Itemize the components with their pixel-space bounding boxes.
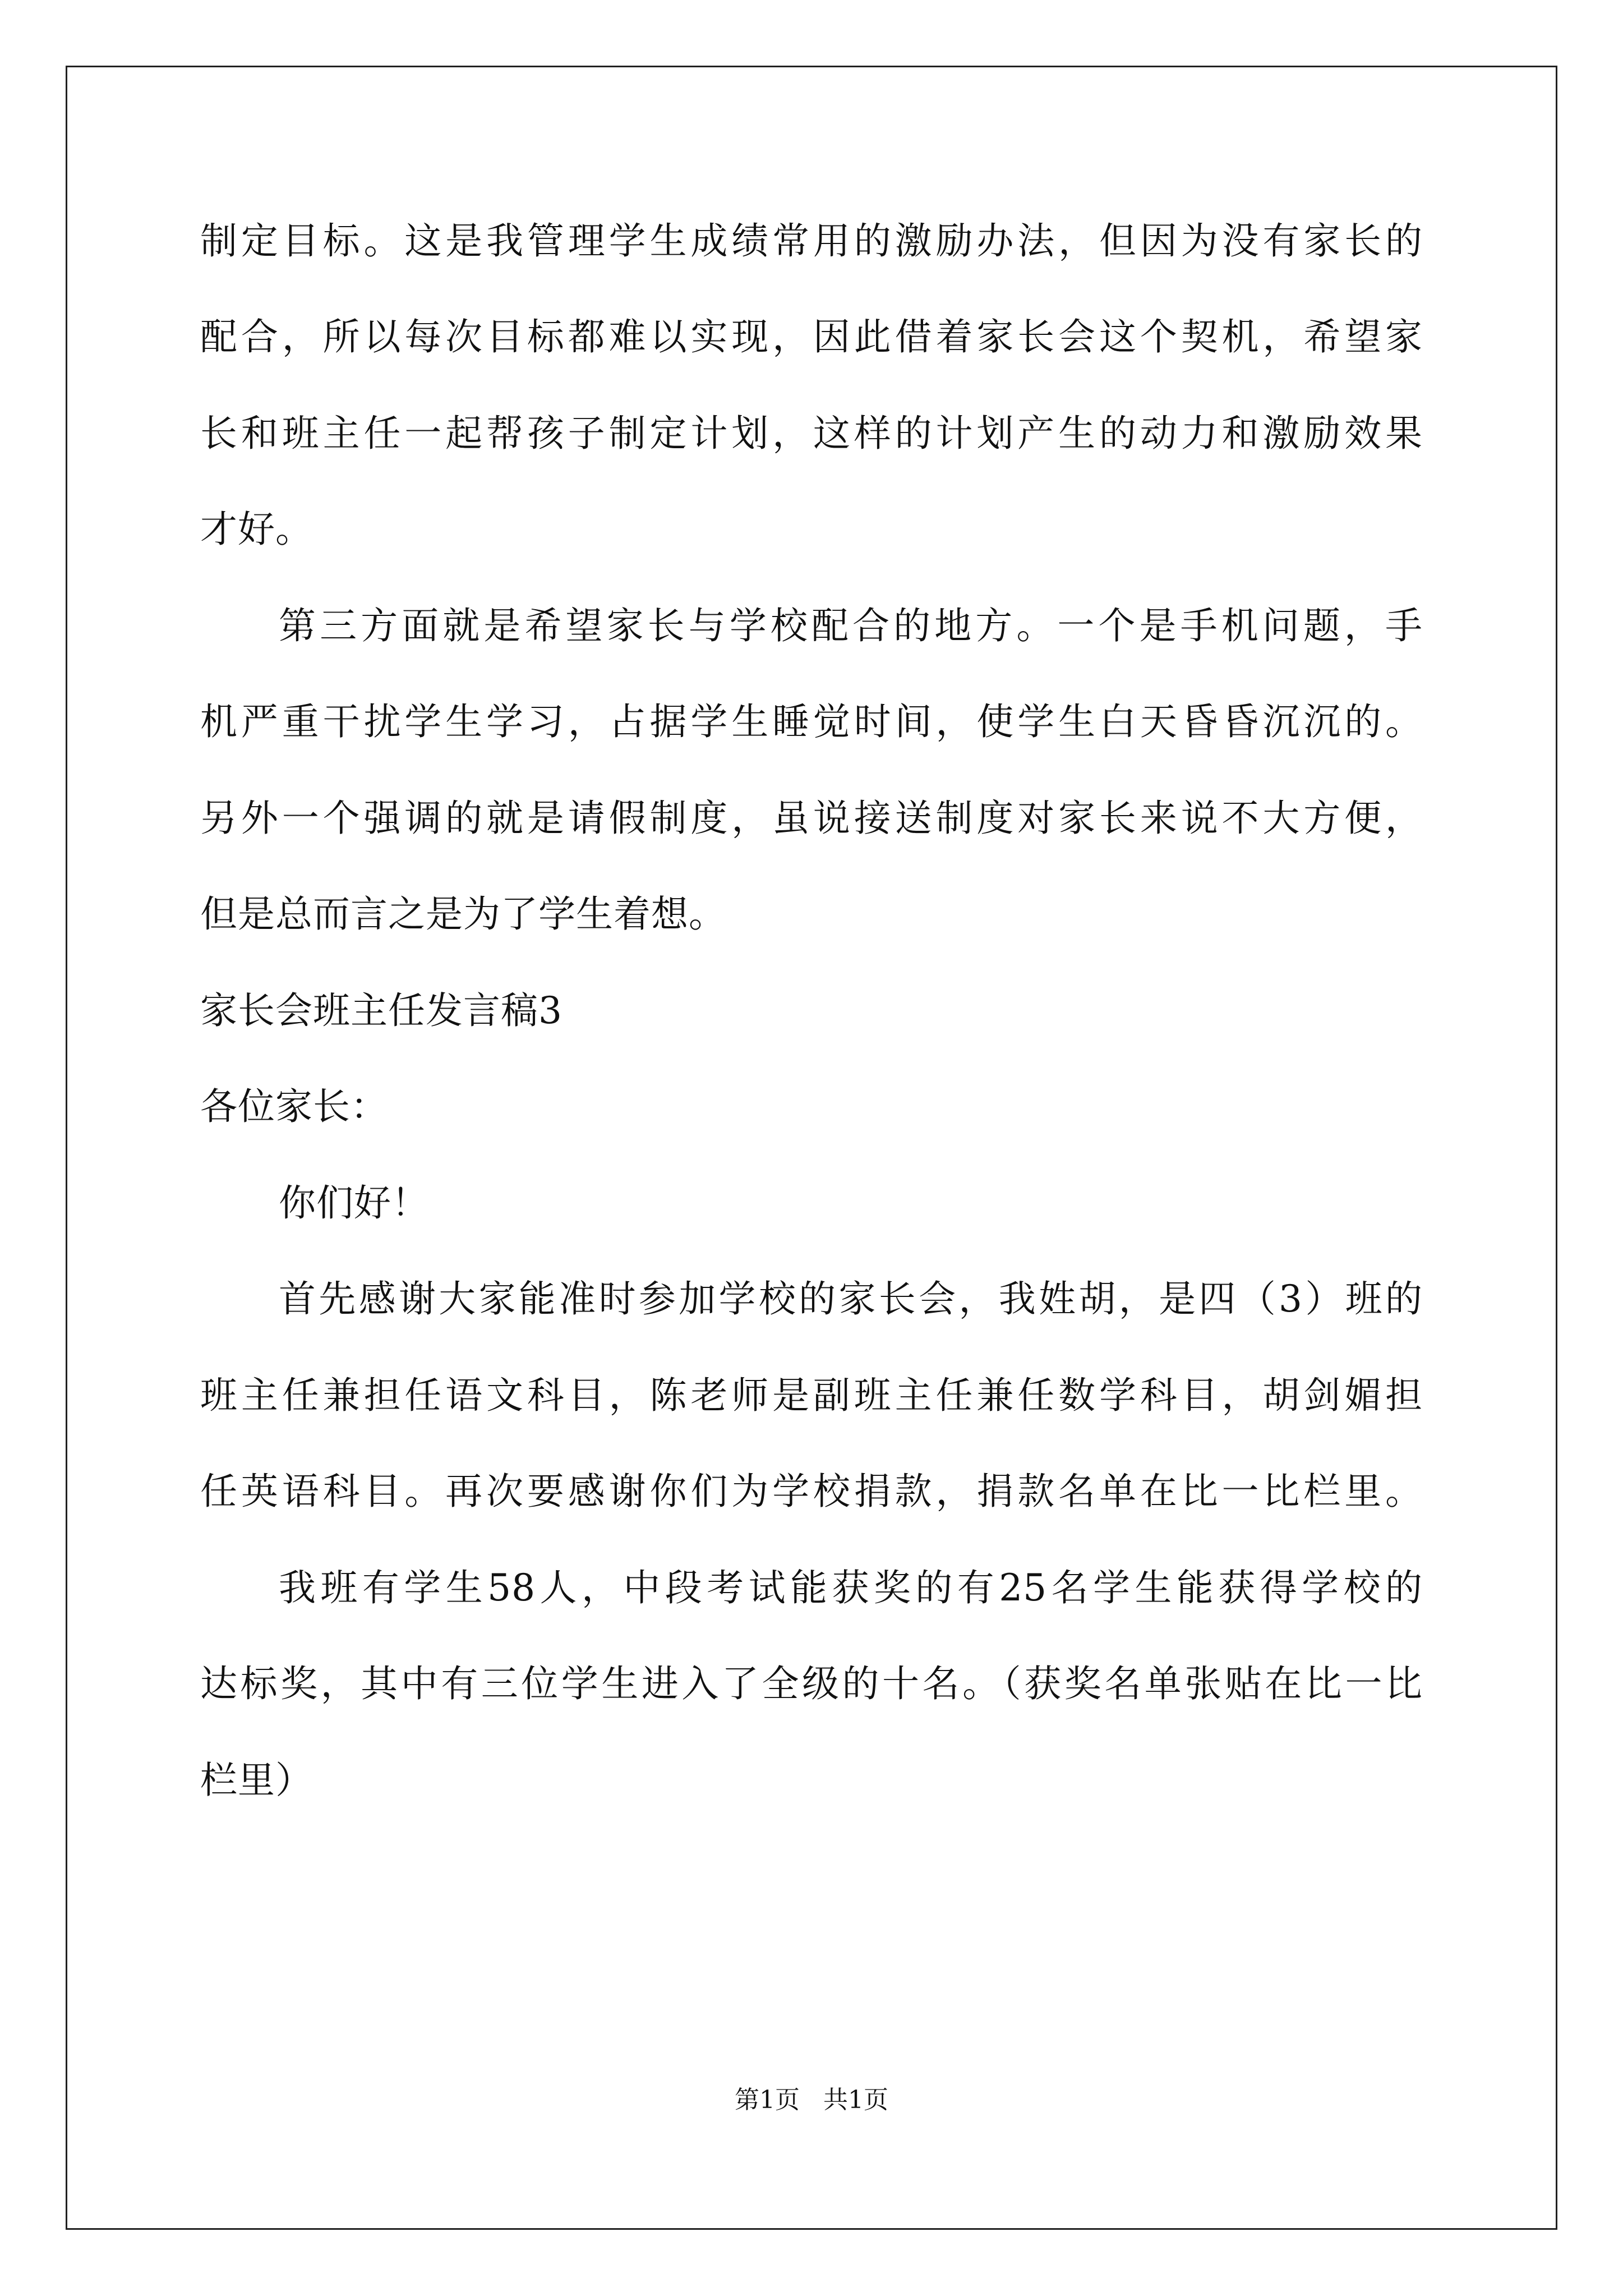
paragraph-line: 任英语科目。再次要感谢你们为学校捐款，捐款名单在比一比栏里。 (200, 1470, 1423, 1513)
paragraph-line: 配合，所以每次目标都难以实现，因此借着家长会这个契机，希望家 (200, 315, 1423, 358)
paragraph-line: 机严重干扰学生学习，占据学生睡觉时间，使学生白天昏昏沉沉的。 (200, 700, 1423, 743)
paragraph-line: 第三方面就是希望家长与学校配合的地方。一个是手机问题，手 (279, 604, 1423, 647)
paragraph-line: 长和班主任一起帮孩子制定计划，这样的计划产生的动力和激励效果 (200, 412, 1423, 455)
paragraph-line: 但是总而言之是为了学生着想。 (200, 892, 726, 936)
paragraph-line: 我班有学生58人，中段考试能获奖的有25名学生能获得学校的 (279, 1566, 1423, 1609)
section-heading: 家长会班主任发言稿3 (200, 989, 562, 1032)
paragraph-line: 另外一个强调的就是请假制度，虽说接送制度对家长来说不大方便， (200, 797, 1423, 840)
greeting: 你们好！ (279, 1181, 429, 1225)
paragraph-line: 达标奖，其中有三位学生进入了全级的十名。（获奖名单张贴在比一比 (200, 1662, 1423, 1705)
paragraph-line: 班主任兼担任语文科目，陈老师是副班主任兼任数学科目，胡剑媚担 (200, 1374, 1423, 1417)
page-number: 第1页 共1页 (735, 2086, 888, 2114)
salutation: 各位家长： (200, 1085, 388, 1128)
paragraph-line: 栏里） (200, 1759, 313, 1802)
paragraph-line: 首先感谢大家能准时参加学校的家长会，我姓胡，是四（3）班的 (279, 1277, 1423, 1320)
paragraph-line: 制定目标。这是我管理学生成绩常用的激励办法，但因为没有家长的 (200, 219, 1423, 263)
paragraph-line: 才好。 (200, 508, 313, 551)
page-border (66, 66, 1557, 2230)
